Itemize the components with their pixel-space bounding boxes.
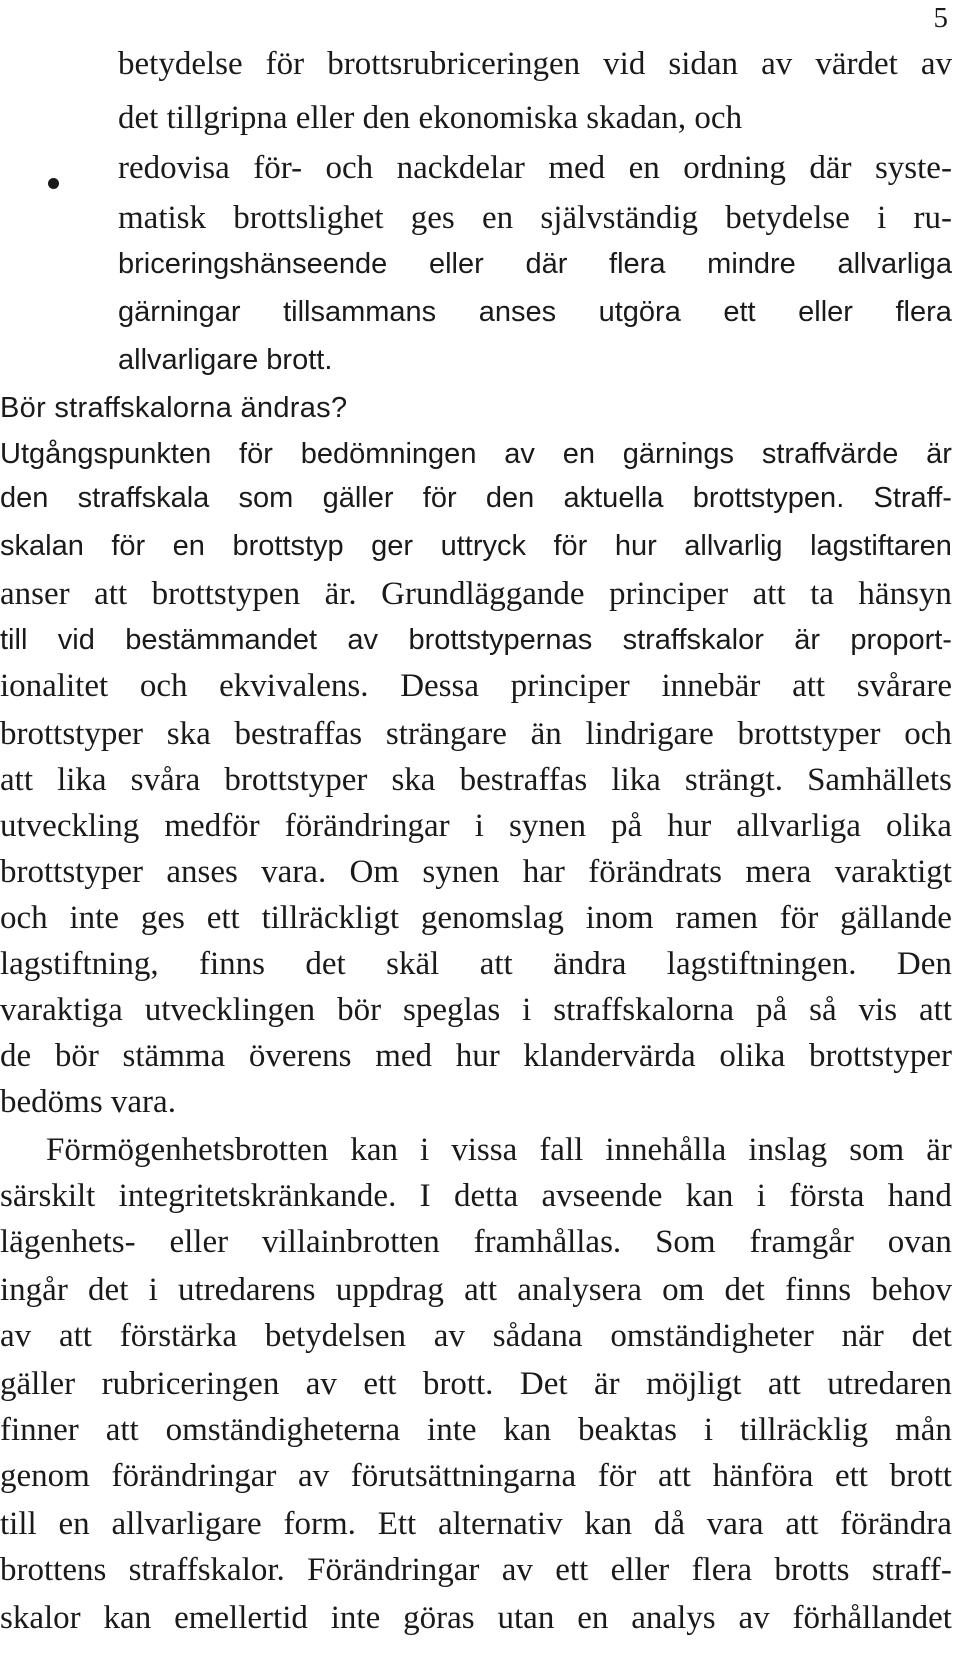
text-line: ingår det i utredarens uppdrag att analysera om det finns behov (0, 1272, 952, 1308)
text-line: brottens straffskalor. Förändringar av ett eller flera brotts straff- (0, 1552, 952, 1588)
text-line: betydelse för brottsrubriceringen vid sidan av värdet av (118, 46, 952, 82)
text-line: till vid bestämmandet av brottstypernas straffskalor är proport- (0, 624, 952, 656)
text-line: särskilt integritetskränkande. I detta avseende kan i första hand (0, 1178, 952, 1214)
text-line: gärningar tillsammans anses utgöra ett eller flera (118, 296, 952, 328)
text-line: den straffskala som gäller för den aktuella brottstypen. Straff- (0, 482, 952, 514)
text-line: och inte ges ett tillräckligt genomslag inom ramen för gällande (0, 900, 952, 936)
text-line: utveckling medför förändringar i synen på hur allvarliga olika (0, 808, 952, 844)
text-line: varaktiga utvecklingen bör speglas i straffskalorna på så vis att (0, 992, 952, 1028)
text-line: de bör stämma överens med hur klandervärda olika brottstyper (0, 1038, 952, 1074)
text-line: matisk brottslighet ges en självständig betydelse i ru- (118, 200, 952, 236)
text-line: finner att omständigheterna inte kan beaktas i tillräcklig mån (0, 1412, 952, 1448)
text-line: brottstyper anses vara. Om synen har förändrats mera varaktigt (0, 854, 952, 890)
text-line: av att förstärka betydelsen av sådana omständigheter när det (0, 1318, 952, 1354)
text-line: allvarligare brott. (118, 344, 333, 376)
page-number: 5 (933, 2, 948, 34)
text-line: Utgångspunkten för bedömningen av en gärnings straffvärde är (0, 438, 952, 470)
text-line: lägenhets- eller villainbrotten framhållas. Som framgår ovan (0, 1224, 952, 1260)
bullet-point-icon (48, 178, 59, 189)
text-line: skalan för en brottstyp ger uttryck för hur allvarlig lagstiftaren (0, 530, 952, 562)
text-line: briceringshänseende eller där flera mindre allvarliga (118, 248, 952, 280)
text-line: till en allvarligare form. Ett alternativ kan då vara att förändra (0, 1506, 952, 1542)
text-line: bedöms vara. (0, 1084, 176, 1120)
text-line: att lika svåra brottstyper ska bestraffas lika strängt. Samhällets (0, 762, 952, 798)
section-heading: Bör straffskalorna ändras? (0, 392, 348, 424)
text-line: genom förändringar av förutsättningarna för att hänföra ett brott (0, 1458, 952, 1494)
text-line: anser att brottstypen är. Grundläggande principer att ta hänsyn (0, 576, 952, 612)
text-line: gäller rubriceringen av ett brott. Det är möjligt att utredaren (0, 1366, 952, 1402)
text-line: ionalitet och ekvivalens. Dessa principer innebär att svårare (0, 668, 952, 704)
text-line: Förmögenhetsbrotten kan i vissa fall innehålla inslag som är (46, 1132, 952, 1168)
text-line: det tillgripna eller den ekonomiska skadan, och (118, 100, 743, 136)
text-line: skalor kan emellertid inte göras utan en analys av förhållandet (0, 1600, 952, 1636)
text-line: redovisa för- och nackdelar med en ordning där syste- (118, 150, 952, 186)
text-line: brottstyper ska bestraffas strängare än lindrigare brottstyper och (0, 716, 952, 752)
text-line: lagstiftning, finns det skäl att ändra lagstiftningen. Den (0, 946, 952, 982)
